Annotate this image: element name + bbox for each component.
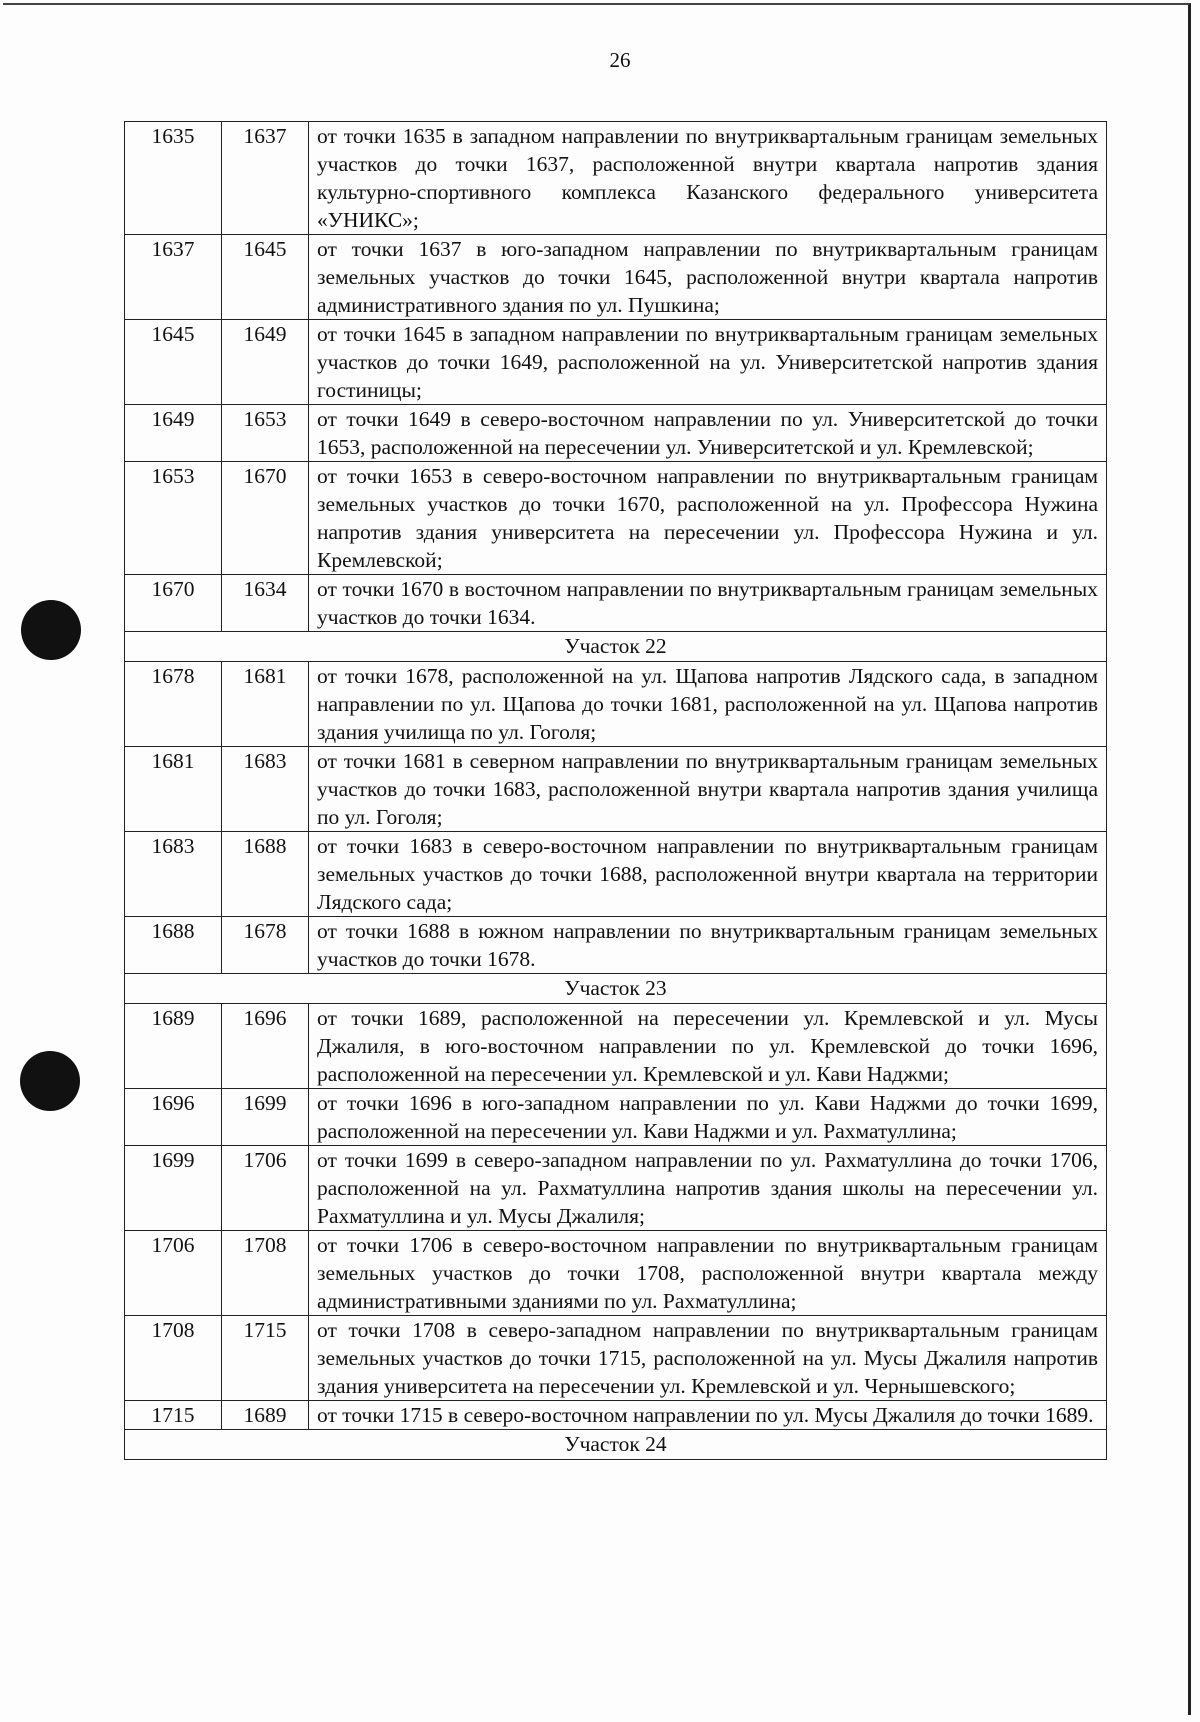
table-row [125, 917, 1107, 974]
point-to: 1696 [222, 1004, 309, 1089]
punch-hole [21, 600, 81, 660]
segment-description: от точки 1649 в северо-восточном направлении по ул. Университетской до точки 1653, расположенной на пересечении ул. Университетской и ул. Кремлевской; [309, 405, 1107, 462]
table-row [125, 832, 1107, 917]
segment-description: от точки 1678, расположенной на ул. Щапова напротив Лядского сада, в западном направлении по ул. Щапова до точки 1681, расположенной на ул. Щапова напротив здания училища по ул. Гоголя; [309, 662, 1107, 747]
segment-description: от точки 1645 в западном направлении по внутриквартальным границам земельных участков до точки 1649, расположенной на ул. Университетской напротив здания гостиницы; [309, 320, 1107, 405]
point-to: 1678 [222, 917, 309, 974]
point-from: 1696 [125, 1089, 222, 1146]
table-row [125, 405, 1107, 462]
point-from: 1678 [125, 662, 222, 747]
point-to: 1689 [222, 1401, 309, 1430]
table-row [125, 122, 1107, 235]
point-from: 1670 [125, 575, 222, 632]
table-row [125, 1089, 1107, 1146]
segment-description: от точки 1637 в юго-западном направлении по внутриквартальным границам земельных участков до точки 1645, расположенной внутри квартала напротив административного здания по ул. Пушкина; [309, 235, 1107, 320]
segment-description: от точки 1689, расположенной на пересечении ул. Кремлевской и ул. Мусы Джалиля, в юго-восточном направлении по ул. Кремлевской до точки 1696, расположенной на пересечении ул. Кремлевской и ул. Кави Наджми; [309, 1004, 1107, 1089]
point-to: 1637 [222, 122, 309, 235]
point-from: 1649 [125, 405, 222, 462]
point-from: 1681 [125, 747, 222, 832]
point-to: 1645 [222, 235, 309, 320]
point-to: 1653 [222, 405, 309, 462]
point-from: 1683 [125, 832, 222, 917]
table-row [125, 1146, 1107, 1231]
point-from: 1688 [125, 917, 222, 974]
segment-description: от точки 1708 в северо-западном направлении по внутриквартальным границам земельных участков до точки 1715, расположенной на ул. Мусы Джалиля напротив здания университета на пересечении ул. Кремлевской и ул. Чернышевского; [309, 1316, 1107, 1401]
point-from: 1637 [125, 235, 222, 320]
table-row [125, 575, 1107, 632]
segment-description: от точки 1715 в северо-восточном направлении по ул. Мусы Джалиля до точки 1689. [309, 1401, 1107, 1430]
table-row [125, 747, 1107, 832]
segment-description: от точки 1653 в северо-восточном направлении по внутриквартальным границам земельных участков до точки 1670, расположенной на ул. Профессора Нужина напротив здания университета на пересечении ул. Профессора Нужина и ул. Кремлевской; [309, 462, 1107, 575]
segment-description: от точки 1688 в южном направлении по внутриквартальным границам земельных участков до точки 1678. [309, 917, 1107, 974]
point-to: 1683 [222, 747, 309, 832]
table-row [125, 662, 1107, 747]
point-from: 1708 [125, 1316, 222, 1401]
point-from: 1715 [125, 1401, 222, 1430]
punch-hole [20, 1051, 80, 1111]
segment-description: от точки 1670 в восточном направлении по внутриквартальным границам земельных участков до точки 1634. [309, 575, 1107, 632]
point-to: 1681 [222, 662, 309, 747]
section-row [125, 974, 1107, 1004]
table-row [125, 462, 1107, 575]
point-from: 1706 [125, 1231, 222, 1316]
point-to: 1634 [222, 575, 309, 632]
point-from: 1645 [125, 320, 222, 405]
point-to: 1715 [222, 1316, 309, 1401]
point-to: 1670 [222, 462, 309, 575]
segment-description: от точки 1699 в северо-западном направлении по ул. Рахматуллина до точки 1706, расположенной на ул. Рахматуллина напротив здания школы на пересечении ул. Рахматуллина и ул. Мусы Джалиля; [309, 1146, 1107, 1231]
point-from: 1653 [125, 462, 222, 575]
segment-description: от точки 1681 в северном направлении по внутриквартальным границам земельных участков до точки 1683, расположенной внутри квартала напротив здания училища по ул. Гоголя; [309, 747, 1107, 832]
point-to: 1699 [222, 1089, 309, 1146]
section-title: Участок 23 [125, 974, 1107, 1004]
section-title: Участок 24 [125, 1430, 1107, 1460]
segment-description: от точки 1683 в северо-восточном направлении по внутриквартальным границам земельных участков до точки 1688, расположенной внутри квартала на территории Лядского сада; [309, 832, 1107, 917]
segment-description: от точки 1706 в северо-восточном направлении по внутриквартальным границам земельных участков до точки 1708, расположенной внутри квартала между административными зданиями по ул. Рахматуллина; [309, 1231, 1107, 1316]
table-row [125, 1004, 1107, 1089]
point-from: 1689 [125, 1004, 222, 1089]
section-row [125, 1430, 1107, 1460]
table-row [125, 1231, 1107, 1316]
segment-description: от точки 1696 в юго-западном направлении по ул. Кави Наджми до точки 1699, расположенной на пересечении ул. Кави Наджми и ул. Рахматуллина; [309, 1089, 1107, 1146]
table-row [125, 320, 1107, 405]
section-row [125, 632, 1107, 662]
point-to: 1649 [222, 320, 309, 405]
point-to: 1706 [222, 1146, 309, 1231]
page-number: 26 [609, 48, 631, 72]
point-to: 1688 [222, 832, 309, 917]
section-title: Участок 22 [125, 632, 1107, 662]
segment-description: от точки 1635 в западном направлении по внутриквартальным границам земельных участков до точки 1637, расположенной внутри квартала напротив здания культурно-спортивного комплекса Казанского федерального университета «УНИКС»; [309, 122, 1107, 235]
table-row [125, 235, 1107, 320]
point-to: 1708 [222, 1231, 309, 1316]
point-from: 1635 [125, 122, 222, 235]
table-row [125, 1316, 1107, 1401]
table-row [125, 1401, 1107, 1430]
point-from: 1699 [125, 1146, 222, 1231]
boundary-table [124, 121, 1107, 1460]
